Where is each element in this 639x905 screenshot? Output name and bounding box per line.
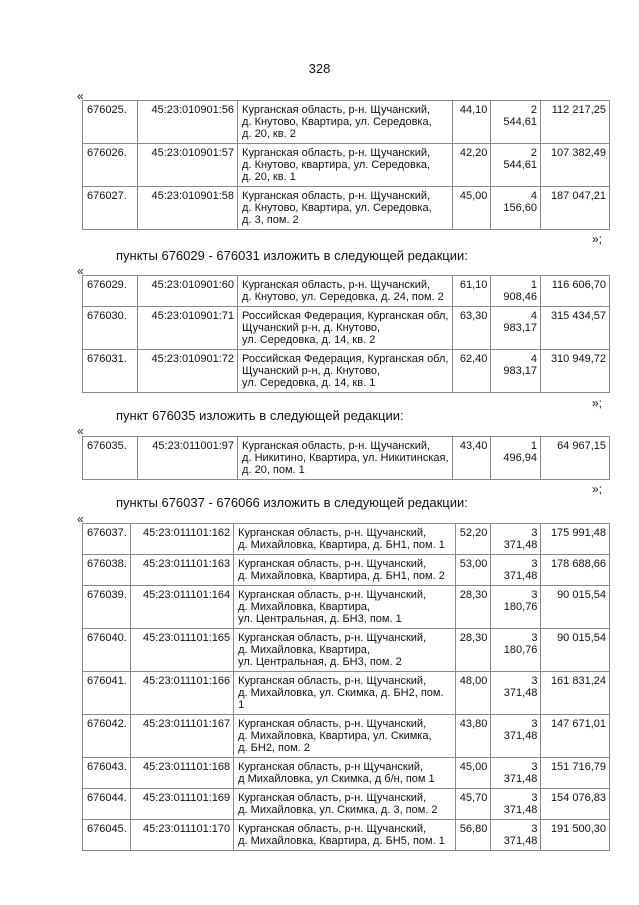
address-cell (234, 555, 456, 586)
unit-value-cell: 3 371,48 (491, 524, 541, 555)
table-row (83, 276, 610, 307)
cadastral-value-cell: 175 991,48 (541, 524, 610, 555)
address-cell (238, 350, 453, 393)
registry-table (82, 275, 610, 393)
area-cell: 42,20 (452, 144, 491, 187)
address-line: д. Михайловка, Квартира, (238, 644, 370, 656)
address-line: д. 20, кв. 1 (242, 171, 296, 183)
table-row (83, 350, 610, 393)
open-quote: « (77, 89, 84, 103)
open-quote: « (77, 424, 84, 438)
address-cell (238, 437, 453, 480)
unit-value-cell: 4 983,17 (491, 307, 541, 350)
cadastral-value-cell: 90 015,54 (541, 586, 610, 629)
table-row (83, 307, 610, 350)
address-line: д. Михайловка, Квартира, д. БН5, пом. 1 (238, 835, 445, 847)
cadastral-value-cell: 191 500,30 (541, 820, 610, 851)
num-cell: 676045. (83, 820, 131, 851)
address-line: Курганская область, р-н. Щучанский, (238, 718, 427, 730)
table-row (83, 144, 610, 187)
num-cell: 676035. (83, 437, 138, 480)
num-cell: 676042. (83, 715, 131, 758)
address-line: Курганская область, р-н. Щучанский, (238, 823, 427, 835)
address-cell (234, 758, 456, 789)
address-cell (234, 672, 456, 715)
close-mark: »; (592, 396, 603, 410)
unit-value-cell: 1 496,94 (491, 437, 541, 480)
cadastral-value-cell: 178 688,66 (541, 555, 610, 586)
close-mark: »; (592, 232, 603, 246)
table-row (83, 629, 610, 672)
address-line: Курганская область, р-н Щучанский, (238, 761, 424, 773)
num-cell: 676037. (83, 524, 131, 555)
unit-value-cell: 3 371,48 (491, 758, 541, 789)
cadastral-number-cell: 45:23:010901:56 (137, 101, 237, 144)
address-line: Российская Федерация, Курганская обл, (242, 310, 449, 322)
area-cell: 45,70 (455, 789, 490, 820)
cadastral-value-cell: 187 047,21 (541, 187, 610, 230)
cadastral-number-cell: 45:23:011101:170 (131, 820, 234, 851)
cadastral-value-cell: 90 015,54 (541, 629, 610, 672)
address-line: Курганская область, р-н. Щучанский, (238, 558, 427, 570)
address-line: ул. Центральная, д. БН3, пом. 1 (238, 613, 402, 625)
num-cell: 676043. (83, 758, 131, 789)
cadastral-number-cell: 45:23:011001:97 (137, 437, 237, 480)
num-cell: 676040. (83, 629, 131, 672)
area-cell: 62,40 (452, 350, 491, 393)
address-line: Курганская область, р-н. Щучанский, (242, 279, 431, 291)
unit-value-cell: 4 156,60 (491, 187, 541, 230)
cadastral-number-cell: 45:23:010901:72 (137, 350, 237, 393)
cadastral-number-cell: 45:23:011101:166 (131, 672, 234, 715)
cadastral-value-cell: 315 434,57 (541, 307, 610, 350)
address-line: Щучанский р-н, д. Кнутово, (242, 365, 381, 377)
unit-value-cell: 1 908,46 (491, 276, 541, 307)
area-cell: 28,30 (455, 586, 490, 629)
cadastral-number-cell: 45:23:010901:57 (137, 144, 237, 187)
address-line: д. БН2, пом. 2 (238, 742, 310, 754)
close-mark: »; (592, 482, 603, 496)
address-cell (238, 187, 453, 230)
unit-value-cell: 3 371,48 (491, 555, 541, 586)
address-cell (234, 586, 456, 629)
num-cell: 676026. (83, 144, 138, 187)
cadastral-number-cell: 45:23:011101:164 (131, 586, 234, 629)
cadastral-value-cell: 151 716,79 (541, 758, 610, 789)
area-cell: 53,00 (455, 555, 490, 586)
address-line: д. 3, пом. 2 (242, 214, 299, 226)
address-line: Курганская область, р-н. Щучанский, (238, 527, 427, 539)
area-cell: 52,20 (455, 524, 490, 555)
cadastral-value-cell: 107 382,49 (541, 144, 610, 187)
unit-value-cell: 3 371,48 (491, 789, 541, 820)
table-row (83, 101, 610, 144)
area-cell: 43,40 (452, 437, 491, 480)
area-cell: 28,30 (455, 629, 490, 672)
address-line: Курганская область, р-н. Щучанский, (238, 589, 427, 601)
cadastral-value-cell: 116 606,70 (541, 276, 610, 307)
cadastral-number-cell: 45:23:010901:71 (137, 307, 237, 350)
num-cell: 676031. (83, 350, 138, 393)
cadastral-number-cell: 45:23:011101:162 (131, 524, 234, 555)
table-body (83, 101, 610, 230)
address-cell (234, 629, 456, 672)
address-line: д. Михайловка, Квартира, д. БН1, пом. 2 (238, 570, 445, 582)
num-cell: 676025. (83, 101, 138, 144)
address-line: д. 20, пом. 1 (242, 464, 305, 476)
unit-value-cell: 3 371,48 (491, 715, 541, 758)
address-line: ул. Центральная, д. БН3, пом. 2 (238, 656, 402, 668)
address-line: д Михайловка, ул Скимка, д б/н, пом 1 (238, 773, 435, 785)
cadastral-value-cell: 154 076,83 (541, 789, 610, 820)
cadastral-number-cell: 45:23:011101:163 (131, 555, 234, 586)
address-cell (234, 524, 456, 555)
address-cell (238, 101, 453, 144)
address-line: д. Кнутово, Квартира, ул. Середовка, (242, 116, 432, 128)
area-cell: 44,10 (452, 101, 491, 144)
cadastral-value-cell: 161 831,24 (541, 672, 610, 715)
table-row (83, 187, 610, 230)
address-line: д. Михайловка, Квартира, д. БН1, пом. 1 (238, 539, 445, 551)
address-cell (238, 276, 453, 307)
table-row (83, 586, 610, 629)
open-quote: « (77, 264, 84, 278)
address-line: Российская Федерация, Курганская обл, (242, 353, 449, 365)
table-row (83, 820, 610, 851)
cadastral-value-cell: 112 217,25 (541, 101, 610, 144)
open-quote: « (77, 512, 84, 526)
cadastral-number-cell: 45:23:011101:167 (131, 715, 234, 758)
address-line: д. Кнутово, Квартира, ул. Середовка, (242, 202, 432, 214)
num-cell: 676030. (83, 307, 138, 350)
cadastral-value-cell: 147 671,01 (541, 715, 610, 758)
address-cell (234, 715, 456, 758)
address-line: д. 20, кв. 2 (242, 128, 296, 140)
section-heading: пункт 676035 изложить в следующей редакции: (116, 408, 404, 423)
num-cell: 676044. (83, 789, 131, 820)
section-heading: пункты 676029 - 676031 изложить в следующей редакции: (116, 248, 468, 263)
cadastral-number-cell: 45:23:010901:60 (137, 276, 237, 307)
cadastral-value-cell: 310 949,72 (541, 350, 610, 393)
table-row (83, 672, 610, 715)
address-line: д. Михайловка, Квартира, (238, 601, 370, 613)
unit-value-cell: 4 983,17 (491, 350, 541, 393)
unit-value-cell: 3 371,48 (491, 820, 541, 851)
table-row (83, 789, 610, 820)
address-cell (234, 820, 456, 851)
cadastral-value-cell: 64 967,15 (541, 437, 610, 480)
unit-value-cell: 2 544,61 (491, 144, 541, 187)
address-line: ул. Середовка, д. 14, кв. 2 (242, 334, 376, 346)
address-line: Курганская область, р-н. Щучанский, (238, 632, 427, 644)
address-line: д. Никитино, Квартира, ул. Никитинская, (242, 452, 449, 464)
area-cell: 45,00 (452, 187, 491, 230)
address-line: д. Михайловка, ул. Скимка, д. 3, пом. 2 (238, 804, 438, 816)
registry-table (82, 523, 610, 851)
table-body (83, 437, 610, 480)
address-line: д. Михайловка, ул. Скимка, д. БН2, пом. 1 (238, 687, 444, 711)
area-cell: 48,00 (455, 672, 490, 715)
address-line: Курганская область, р-н. Щучанский, (242, 147, 431, 159)
unit-value-cell: 3 180,76 (491, 629, 541, 672)
unit-value-cell: 3 371,48 (491, 672, 541, 715)
address-line: Курганская область, р-н. Щучанский, (242, 190, 431, 202)
table-row (83, 524, 610, 555)
address-line: д. Михайловка, Квартира, ул. Скимка, (238, 730, 432, 742)
table-row (83, 758, 610, 789)
cadastral-number-cell: 45:23:011101:168 (131, 758, 234, 789)
area-cell: 45,00 (455, 758, 490, 789)
table-body (83, 524, 610, 851)
address-line: Курганская область, р-н. Щучанский, (242, 440, 431, 452)
num-cell: 676041. (83, 672, 131, 715)
address-line: Курганская область, р-н. Щучанский, (242, 104, 431, 116)
page-number: 328 (308, 61, 331, 76)
address-line: ул. Середовка, д. 14, кв. 1 (242, 377, 376, 389)
address-line: Щучанский р-н, д. Кнутово, (242, 322, 381, 334)
unit-value-cell: 2 544,61 (491, 101, 541, 144)
cadastral-number-cell: 45:23:010901:58 (137, 187, 237, 230)
registry-table (82, 100, 610, 230)
table-row (83, 437, 610, 480)
table-row (83, 555, 610, 586)
cadastral-number-cell: 45:23:011101:165 (131, 629, 234, 672)
unit-value-cell: 3 180,76 (491, 586, 541, 629)
address-line: Курганская область, р-н. Щучанский, (238, 675, 427, 687)
area-cell: 63,30 (452, 307, 491, 350)
num-cell: 676027. (83, 187, 138, 230)
address-line: д. Кнутово, квартира, ул. Середовка, (242, 159, 431, 171)
cadastral-number-cell: 45:23:011101:169 (131, 789, 234, 820)
address-line: Курганская область, р-н. Щучанский, (238, 792, 427, 804)
table-row (83, 715, 610, 758)
area-cell: 56,80 (455, 820, 490, 851)
table-body (83, 276, 610, 393)
registry-table (82, 436, 610, 480)
address-cell (234, 789, 456, 820)
num-cell: 676039. (83, 586, 131, 629)
address-line: д. Кнутово, ул. Середовка, д. 24, пом. 2 (242, 291, 444, 303)
area-cell: 61,10 (452, 276, 491, 307)
address-cell (238, 144, 453, 187)
section-heading: пункты 676037 - 676066 изложить в следующей редакции: (116, 495, 468, 510)
area-cell: 43,80 (455, 715, 490, 758)
address-cell (238, 307, 453, 350)
num-cell: 676038. (83, 555, 131, 586)
num-cell: 676029. (83, 276, 138, 307)
